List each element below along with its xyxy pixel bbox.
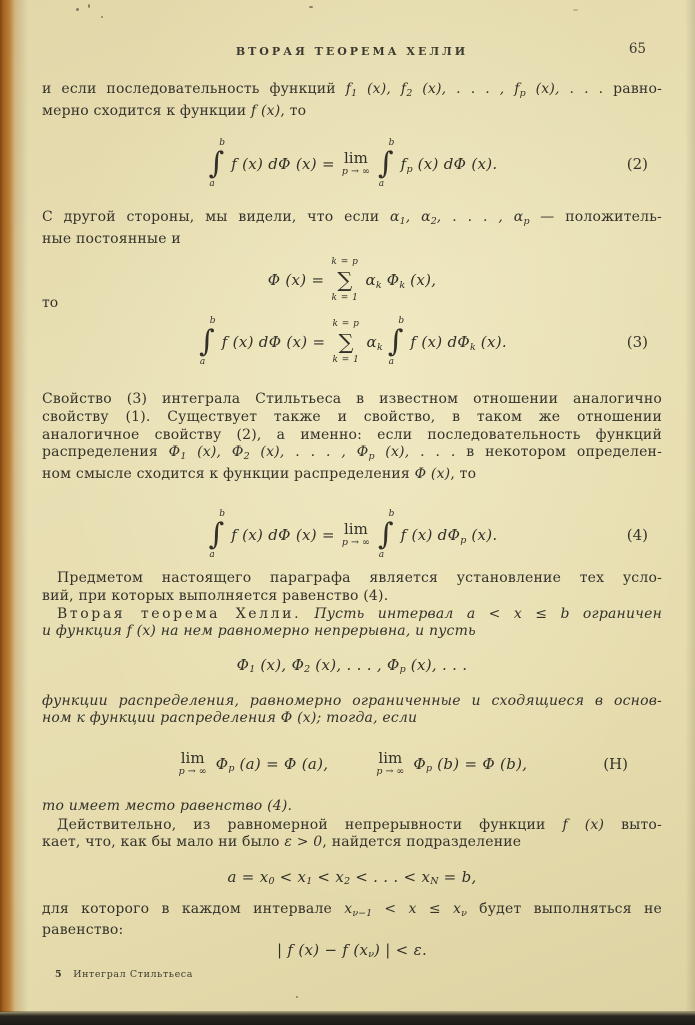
text-line: С другой стороны, мы видели, что если $\alpha_1$, $\alpha_2$, . . . , $\alpha_p$ — положитель- — [42, 209, 662, 228]
paragraph-property-3-analogy — [42, 391, 662, 483]
book-title: Интеграл Стильтьеса — [73, 968, 193, 980]
formula-body: lim p → ∞ Φ p (a) = Φ (a), lim p → ∞ Φ p (b) = Φ (b), — [178, 748, 528, 777]
paragraph-theorem-statement — [42, 606, 662, 641]
paragraph-distribution-functions — [42, 693, 662, 728]
ink-speck — [296, 996, 298, 998]
text-line: кает, что, как бы мало ни было ε > 0, найдется подразделение — [42, 834, 522, 851]
display-formula-H — [42, 742, 662, 786]
paragraph-positive-constants — [42, 209, 662, 248]
text-line: распределения $\Phi_1$ (x), $\Phi_2$ (x), . . . , $\Phi_p$ (x), . . . в некотором определен- — [42, 444, 663, 463]
formula-body: Φ (x) = k = p ∑ k = 1 α k Φ k (x), — [267, 256, 437, 303]
text-line: ном смысле сходится к функции распределения Φ (x), то — [42, 465, 477, 482]
right-page-shade — [685, 0, 695, 1012]
running-header — [42, 0, 662, 61]
text-line: Свойство (3) интеграла Стильтьеса в известном отношении аналогично — [42, 391, 662, 408]
text-line: и функция f (x) на нем равномерно непрерывна, и пусть — [42, 623, 476, 640]
text-line: Предметом настоящего параграфа является установление тех усло- — [57, 570, 662, 587]
word-to-connector: то — [42, 295, 59, 311]
text-line: ные постоянные и — [42, 230, 181, 247]
paragraph-then-equality-holds — [42, 798, 662, 816]
footer-signature-line — [42, 969, 662, 980]
text-line: ном к функции распределения Φ (x); тогда, если — [42, 710, 418, 727]
text-line: и если последовательность функций $f_1$ (x), $f_2$ (x), . . . , $f_p$ (x), . . . равно- — [42, 81, 663, 99]
display-formula-2 — [42, 136, 662, 192]
text-line: функции распределения, равномерно ограниченные и сходящиеся в основ- — [42, 692, 662, 709]
formula-body: a = x 0 < x 1 < x 2 < . . . < x N = b, — [227, 867, 477, 888]
text-line: для которого в каждом интервале $x_{\nu-1} < x \le x_\nu$ будет выполняться не — [42, 900, 662, 919]
text-line: вий, при которых выполняется равенство (4). — [42, 587, 389, 604]
paragraph-subject-of-section — [42, 570, 662, 605]
text-line: Вторая теорема Хелли. Пусть интервал a < x ≤ b ограничен — [57, 605, 662, 622]
paragraph-sequence-converges — [42, 81, 662, 120]
text-line: равенство: — [42, 922, 124, 939]
formula-body: Φ 1 (x), Φ 2 (x), . . . , Φ p (x), . . . — [236, 655, 468, 676]
formula-body: b ∫ a f (x) dΦ (x) = lim p → ∞ b ∫ a f (x) dΦ p (x). — [208, 509, 498, 561]
page-content — [42, 0, 662, 980]
formula-body: b ∫ a f (x) dΦ (x) = lim p → ∞ b ∫ a f p (x) dΦ (x). — [208, 138, 498, 190]
display-formula-phi-sequence — [42, 654, 662, 676]
signature-number: 5 — [55, 968, 63, 980]
binding-edge — [0, 0, 28, 1012]
equation-number-4: (4) — [626, 526, 648, 545]
text-line: то имеет место равенство (4). — [42, 797, 293, 814]
page-number: 65 — [628, 41, 646, 57]
equation-number-3: (3) — [626, 333, 648, 352]
display-formula-sum-definition — [42, 253, 662, 307]
equation-number-2: (2) — [626, 155, 648, 174]
display-formula-subdivision — [42, 866, 662, 888]
display-formula-4 — [42, 508, 662, 562]
display-formula-inequality — [42, 939, 662, 961]
text-line: аналогичное свойству (2), а именно: если последовательность функций — [42, 426, 662, 443]
equation-number-H: (H) — [603, 754, 628, 773]
text-line: Действительно, из равномерной непрерывности функции f (x) выто- — [57, 816, 662, 833]
formula-body: | f (x) − f (x ν ) | < ε. — [276, 940, 428, 961]
display-formula-3 — [42, 313, 662, 371]
scan-bottom-band — [0, 1011, 695, 1025]
text-line: свойству (1). Существует также и свойство, в таком же отношении — [42, 408, 662, 425]
running-header-title: ВТОРАЯ ТЕОРЕМА ХЕЛЛИ — [235, 45, 469, 58]
paragraph-each-interval — [42, 901, 662, 940]
paragraph-proof-start — [42, 817, 662, 852]
text-line: мерно сходится к функции f (x), то — [42, 102, 307, 119]
formula-body: b ∫ a f (x) dΦ (x) = k = p ∑ k = 1 α k b ∫ a f (x) dΦ k (x). — [199, 316, 507, 368]
